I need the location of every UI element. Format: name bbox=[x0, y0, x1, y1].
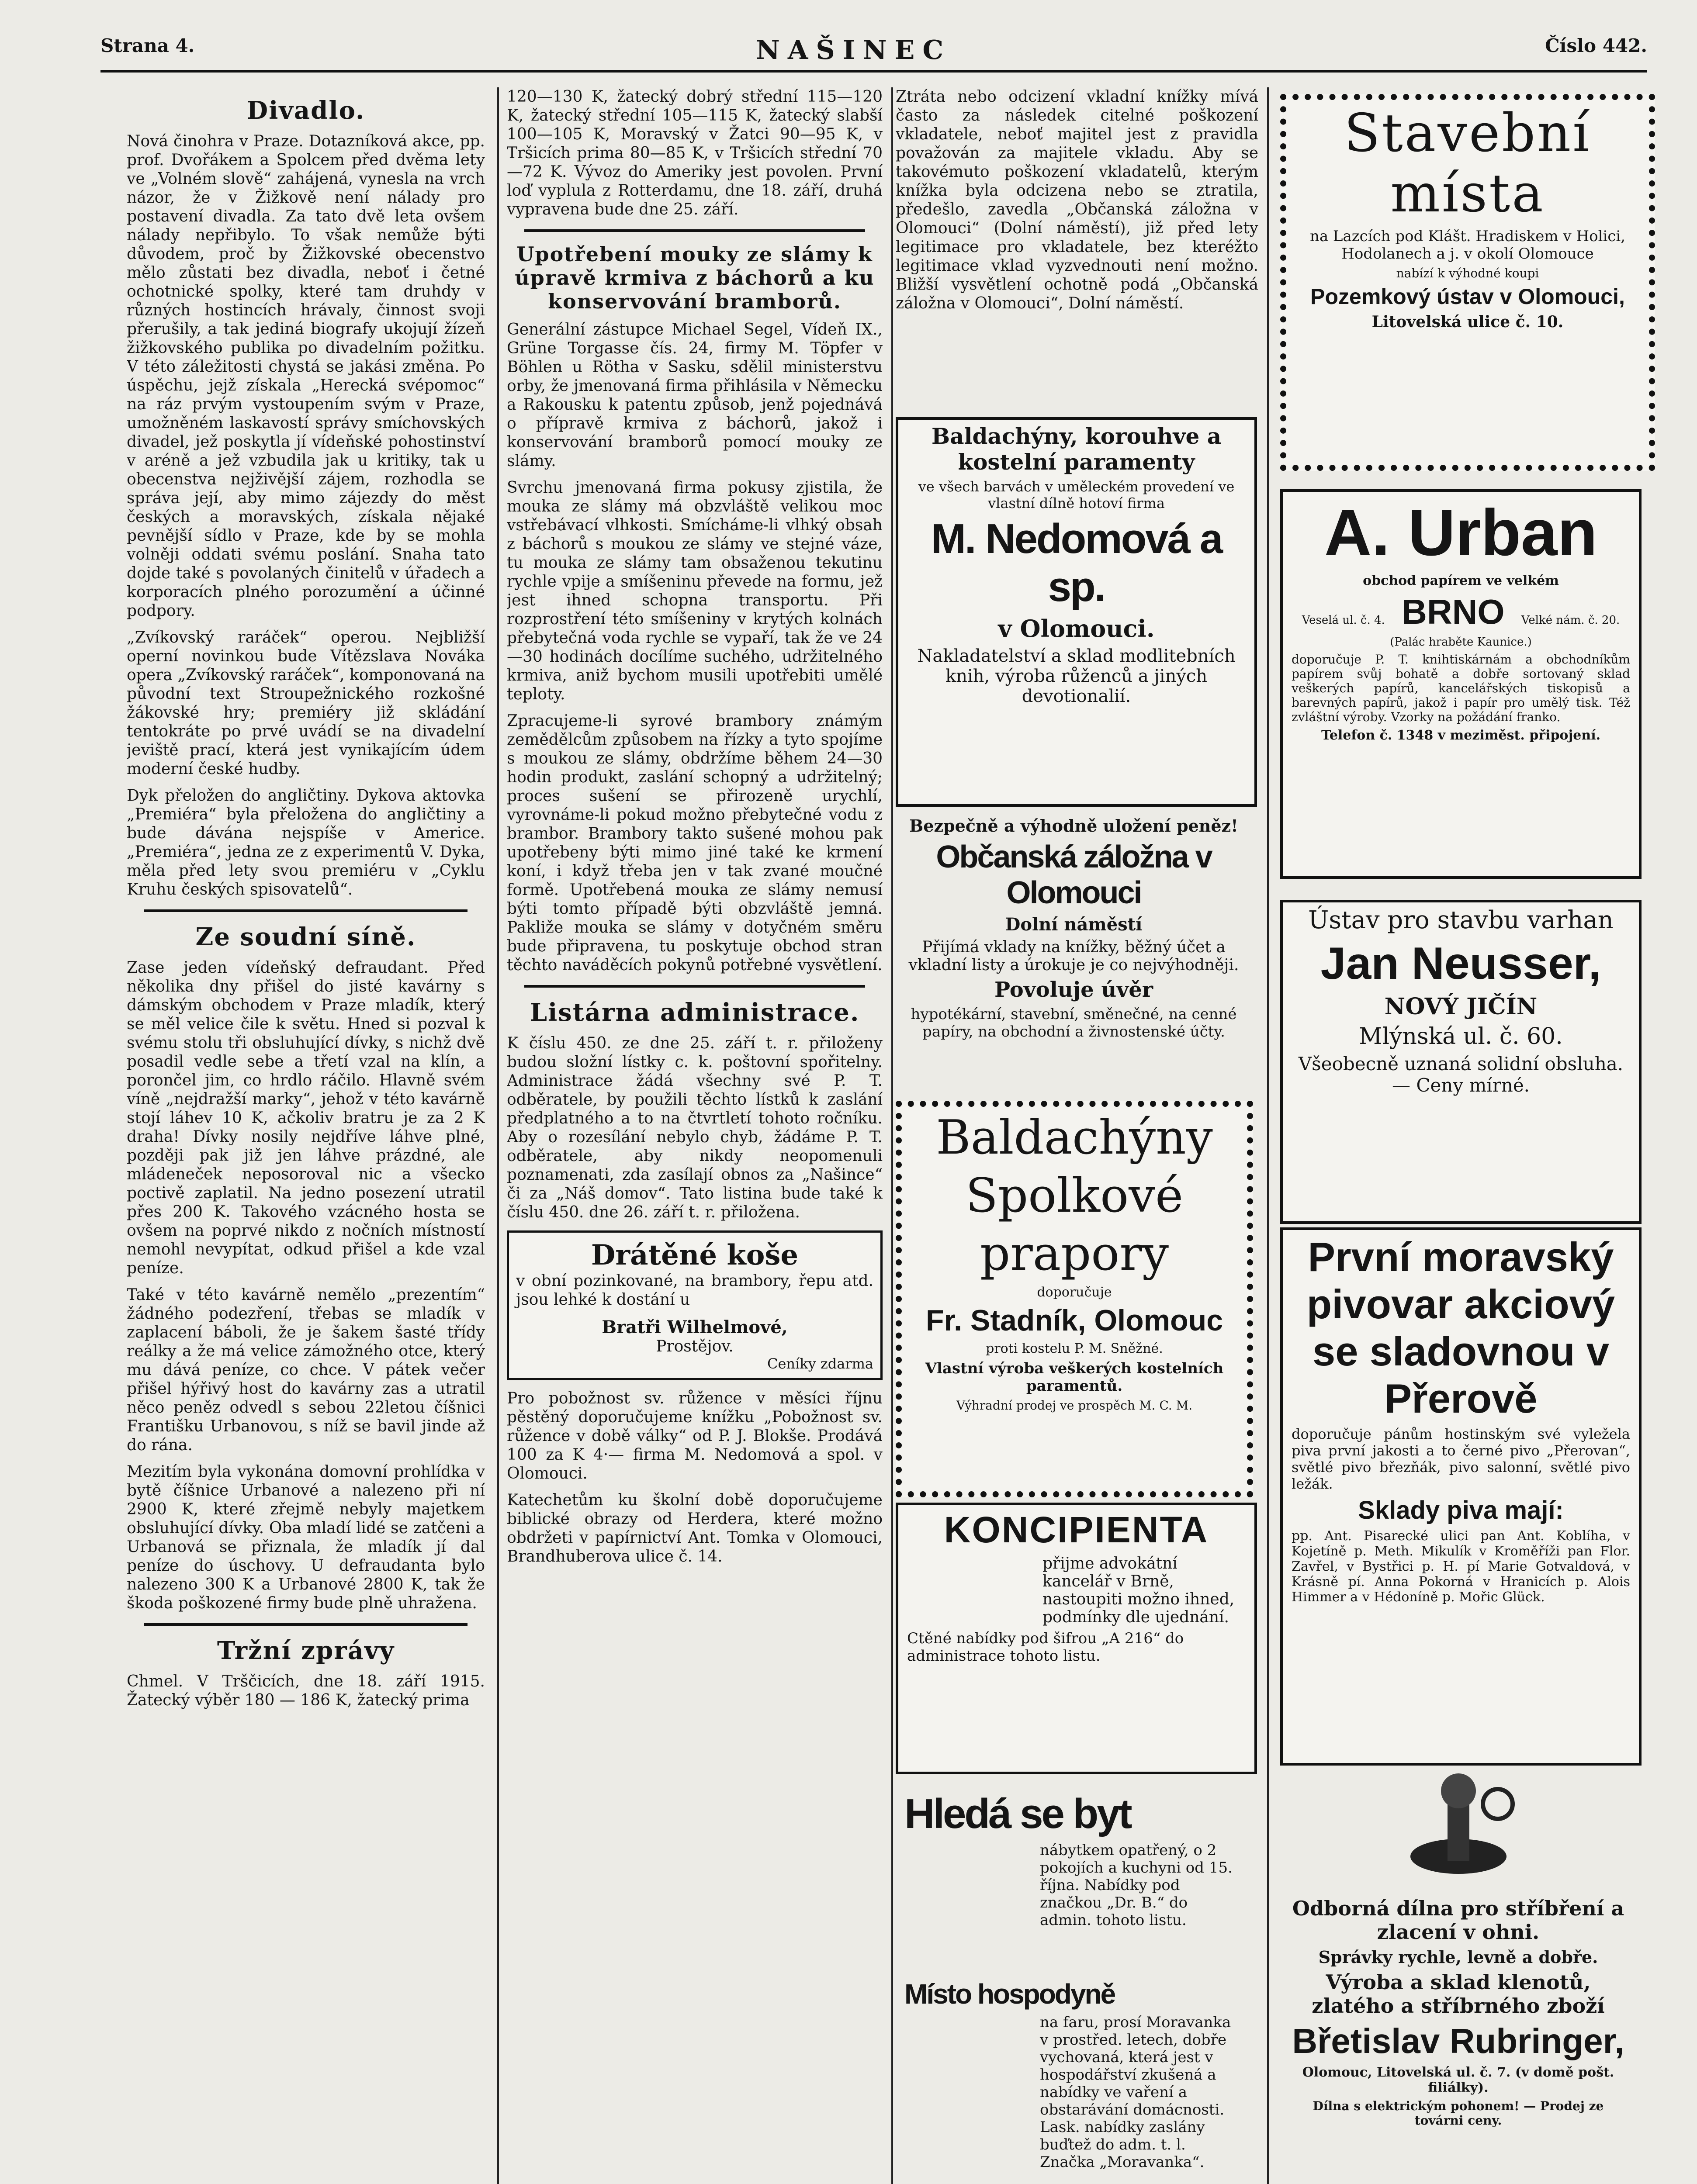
brewery-ad bbox=[1280, 1227, 1642, 1766]
housekeeper-ad bbox=[896, 1974, 1252, 2184]
ad-loan-text: hypotékární, stavební, směnečné, na cenné papíry, na obchodní a živnostenské účty. bbox=[911, 1006, 1237, 1040]
ad-place: v Olomouci. bbox=[998, 615, 1155, 643]
organ-builder-ad bbox=[1280, 900, 1642, 1224]
ad-title: KONCIPIENTA bbox=[944, 1509, 1209, 1550]
stadnik-ad bbox=[896, 1101, 1253, 1497]
article-paragraph: Katechetům ku školní době doporučujeme biblické obrazy od Herdera, které možno obdržeti v papírnictví Ant. Tomka v Olomouci, Brandhuberova ulice č. 14. bbox=[507, 1491, 883, 1565]
ad-firm: Pozemkový ústav v Olomouci, bbox=[1310, 284, 1625, 309]
ad-line: Spolkové bbox=[965, 1168, 1184, 1223]
ad-line: Správky rychle, levně a dobře. bbox=[1318, 1947, 1598, 1967]
ad-text: doporučuje P. T. knihtiskárnám a obchodníkům papírem svůj bohatě a dobře sortovaný sklad veškerých papírů, kancelářských tiskopisů a barevných papírů, jakož i papír pro umělý tisk. Též zvláštní výroby. Vzorky na požádání franko. bbox=[1292, 652, 1630, 724]
ad-text: nábytkem opatřený, o 2 pokojích a kuchyni od 15. října. Nabídky pod značkou „Dr. B.“ do admin. tohoto listu. bbox=[1040, 1842, 1233, 1929]
article-paragraph: Ztráta nebo odcizení vkladní knížky mívá často za následek citelné poškození vkladatele, neboť majitel jest z pravidla považován za majitele vkladu. Aby se takovémuto poškození vkladatelů, kterým knížka byla odcizena nebo se ztratila, předešlo, zavedla „Občanská záložna v Olomouci“ (Dolní náměstí), již před lety legitimace pro vkladatele, bez kteréžto legitimace vklad vyzvednouti není možno. Bližší vysvětlení ochotně podá „Občanská záložna v Olomouci“, Dolní náměstí. bbox=[896, 88, 1258, 312]
ad-offer: nabízí k výhodné koupi bbox=[1396, 266, 1539, 280]
ad-text: Nakladatelství a sklad modlitebních knih, výroba růženců a jiných devotionalií. bbox=[917, 646, 1236, 706]
flat-ad bbox=[896, 1787, 1252, 1961]
ad-addr: Olomouc, Litovelská ul. č. 7. (v domě pošt. filiálky). bbox=[1302, 2065, 1614, 2095]
ad-loc: proti kostelu P. M. Sněžné. bbox=[986, 1341, 1163, 1356]
section-title-flour: Upotřebení mouky ze slámy k úpravě krmiva z báchorů a ku konservování bramborů. bbox=[515, 242, 875, 313]
ad-head: Ústav pro stavbu varhan bbox=[1308, 906, 1614, 934]
ad-sub: doporučuje bbox=[1037, 1285, 1112, 1300]
article-paragraph: Zpracujeme-li syrové brambory známým zemědělcům způsobem na řízky a tyto spojíme s moukou ze slámy, obdržíme během 24—30 hodin produkt, zaslání schopný a udržitelný; proces sušení se přirozeně urychlí, vyrovnáme-li pokud možno přebytečné vodu z brambor. Brambory takto sušené mohou pak upotřebeny býti mimo jiné také ke krmení koní, i když třeba jen v tak zvané moučné formě. Upotřebená mouka ze slámy nemusí býti tomto případě býti obzvláště jemná. Pakliže mouka se slámy v dotyčném směru bude připravena, tu poskytuje obchod stran těchto naváděcích pokynů potřebné vysvětlení. bbox=[507, 712, 883, 974]
ad-place: Prostějov. bbox=[656, 1337, 734, 1355]
ad-text: Všeobecně uznaná solidní obsluha. — Ceny mírné. bbox=[1298, 1053, 1624, 1096]
ad-text: Přijímá vklady na knížky, běžný účet a vkladní listy a úrokuje je co nejvýhodněji. bbox=[908, 938, 1239, 974]
ad-sub: na Lazcích pod Klášt. Hradiskem v Holici, Hodolanech a j. v okolí Olomouce bbox=[1309, 228, 1626, 263]
ad-firm: M. Nedomová a sp. bbox=[931, 515, 1222, 610]
ad-price-note: Ceníky zdarma bbox=[767, 1355, 873, 1372]
column-rule bbox=[891, 87, 893, 2184]
ad-firm: Břetislav Rubringer, bbox=[1292, 2022, 1624, 2060]
ad-text: přijme advokátní kancelář v Brně, nastoupiti možno ihned, podmínky dle ujednání. bbox=[1042, 1555, 1235, 1626]
ad-title: A. Urban bbox=[1324, 496, 1598, 569]
ad-note: Ctěné nabídky pod šifrou „A 216“ do administrace tohoto listu. bbox=[907, 1630, 1184, 1665]
ad-firm: Bratři Wilhelmové, bbox=[602, 1317, 788, 1337]
divider bbox=[524, 229, 865, 232]
section-title-theatre: Divadlo. bbox=[246, 96, 365, 125]
ad-title: Stavební místa bbox=[1344, 103, 1591, 224]
divider bbox=[144, 1623, 468, 1626]
ad-addr-right: Velké nám. č. 20. bbox=[1521, 614, 1620, 627]
ad-loan: Povoluje úvěr bbox=[994, 978, 1153, 1002]
ad-addr: Mlýnská ul. č. 60. bbox=[1359, 1023, 1563, 1050]
ad-firm: Jan Neusser, bbox=[1320, 938, 1601, 989]
article-paragraph: Generální zástupce Michael Segel, Vídeň IX., Grüne Torgasse čís. 24, firmy M. Töpfer v Böhlen u Rötha v Sasku, sdělil ministerstvu orby, že jmenovaná firma přihlásila v Německu a Rakousku k patentu způsob, jenž pojednává o přípravě krmiva z báchorů, jakož i konservování bramborů pomocí mouky ze slámy. bbox=[507, 321, 883, 470]
ad-text: v obní pozinkované, na brambory, řepu atd. jsou lehké k dostání u bbox=[516, 1272, 873, 1309]
article-paragraph: Svrchu jmenovaná firma pokusy zjistila, že mouka ze slámy má obzvláště velikou moc vstřebávací vlhkosti. Smícháme-li vlhký obsah z báchorů s moukou ze slámy ve stejné váze, tu mouka ze slámy tam obsaženou tekutinu rychle vpije a smíšeninu převede na formu, jež jest ihned schopna transportu. Při rozprostření této smíšeniny v krytých kolnách přebytečná voda rychle se vypaří, tak že ve 24—30 hodinách docílíme suchého, udržitelného krmiva, aniž bychom musili upotřebiti umělé teploty. bbox=[507, 479, 883, 703]
ad-title: Drátěné koše bbox=[591, 1239, 799, 1272]
wire-baskets-ad bbox=[507, 1230, 883, 1380]
article-paragraph: Pro pobožnost sv. růžence v měsíci říjnu pěstěný doporučujeme knížku „Pobožnost sv. růžence v době války“ od P. J. Blokše. Prodává 100 za K 4·— firma M. Nedomová a spol. v Olomouci. bbox=[507, 1389, 883, 1482]
ad-firm: Fr. Stadník, Olomouc bbox=[925, 1304, 1223, 1337]
ad-text: doporučuje pánům hostinským své vyležela piva první jakosti a to černé pivo „Přerovan“, světlé pivo březňák, pivo salonní, světlé pivo ležák. bbox=[1292, 1426, 1630, 1492]
ad-note: Výhradní prodej ve prospěch M. C. M. bbox=[956, 1398, 1193, 1413]
ad-city: BRNO bbox=[1402, 592, 1505, 631]
section-title-market: Tržní zprávy bbox=[217, 1636, 395, 1665]
ad-text: Vlastní výroba veškerých kostelních paramentů. bbox=[925, 1360, 1224, 1395]
ad-line: Baldachýny bbox=[936, 1110, 1213, 1165]
koncipient-ad bbox=[896, 1503, 1257, 1774]
article-paragraph: Zase jeden vídeňský defraudant. Před několika dny přišel do jisté kavárny s dámským obchodem v Praze mladík, který se měl velice čile k světu. Hned si pozval k svému stolu tři obsluhující dívky, s nichž dvě posadil vedle sebe a třetí vzal na klín, a porončel jim, co hrdlo ráčilo. Hlavně svém víně „nejdražší marky“, jehož v této kavárně stojí láhev 10 K, ačkoliv bratru je za 2 K draha! Dívky nosily nejdříve láhve plné, později pak již jen láhve prázdné, ale mládeneček neposoroval nic a všecko poctivě zaplatil. Na jedno posezení utratil přes 200 K. Takového vzácného hosta se ovšem na poprvé nikdo z nočních místností nemohl nevypítat, odkud přišel a kde vzal peníze. bbox=[127, 959, 485, 1277]
goldsmith-illustration bbox=[1386, 1769, 1531, 1891]
article-paragraph: „Zvíkovský raráček“ operou. Nejbližší operní novinkou bude Vítězslava Nováka opera „Zvíkovský raráček“, komponovaná na původní text Stroupežnického rozkošné žákovské hry; premiéry již skládání tentokráte po prvé uvádí se na divadelní jeviště prací, která jest vynikajícím údem moderní české hudby. bbox=[127, 629, 485, 778]
ad-addr-left: Veselá ul. č. 4. bbox=[1302, 614, 1385, 627]
ad-title: Baldachýny, korouhve a kostelní paramenty bbox=[931, 423, 1222, 475]
ad-head: Bezpečně a výhodně uložení peněz! bbox=[909, 816, 1238, 836]
building-plots-ad bbox=[1280, 94, 1655, 471]
ad-stores: Sklady piva mají: bbox=[1358, 1496, 1564, 1524]
column-rule bbox=[1267, 87, 1269, 2184]
article-paragraph: Mezitím byla vykonána domovní prohlídka v bytě číšnice Urbanové a nalezeno při ní 2900 K, které zřejmě nebyly majetkem obsluhující dívky. Oba mladí lidé se zatčeni a Urbanová se přiznala, že mladík jí dal peníze do úschovy. U defraudanta bylo nalezeno 300 K a Urbanové 2800 K, tak že škoda poškozené firmy bude plně uhražena. bbox=[127, 1463, 485, 1612]
article-paragraph: Chmel. V Trščicích, dne 18. září 1915. Žatecký výběr 180 — 186 K, žatecký prima bbox=[127, 1673, 485, 1709]
article-paragraph: K číslu 450. ze dne 25. září t. r. přiloženy budou složní lístky c. k. poštovní spořitelny. Administrace žádá všechny své P. T. odběratele, by použili těchto lístků k zaslání předplatného a to na čtvrtletí tohoto ročníku. Aby o rozesílání nebylo chyb, žádáme P. T. odběratele, aby nikdy neopomenuli poznamenati, zda zasílají obnos za „Našince“ či za „Náš domov“. Tato listina bude také k číslu 450. dne 26. září t. r. přiložena. bbox=[507, 1034, 883, 1221]
masthead-title: NAŠINEC bbox=[756, 35, 952, 66]
savings-bank-ad bbox=[896, 812, 1252, 1083]
ad-phone: Telefon č. 1348 v meziměst. připojení. bbox=[1321, 728, 1601, 743]
column-rule bbox=[497, 87, 499, 2184]
column-1 bbox=[127, 87, 485, 2184]
column-2 bbox=[507, 87, 883, 2184]
article-paragraph: Nová činohra v Praze. Dotazníková akce, pp. prof. Dvořákem a Spolcem před dvěma lety ve „Volném slově“ zahájená, vynesla na vrch názor, že v Žižkově není nálady pro postavení divadla. Za tato dvě leta ovšem nálady nepřibylo. To však nemůže býti důvodem, proč by Žižkovské obecenstvo mělo zůstati bez divadla, neboť i četné ochotnické spolky, které tam druhdy v různých hostincích hrávaly, činnost svoji přerušily, a tak jediná biografy ukojují žízeň žižkovského publika po divadelním požitku. V této záležitosti chystá se jakási změna. Po úspěchu, jejž získala „Herecká svépomoc“ na ráz prvým vystoupením svým v Praze, umožněném laskavostí správy smíchovských divadel, jež poskytla jí vídeňské pohostinství v aréně a jež vzbudila jak u kritiky, tak u obecenstva nejživější zájem, rozhodla se správa její, aby mimo zájezdy do měst českých a moravských, získala nějaké pevnější sídlo v Praze, kde by se mohla volněji oddati svému poslání. Snaha tato dojde také s povolaných činitelů v úřadech a korporacích plného porozumění a účinné podpory. bbox=[127, 132, 485, 620]
ad-line: Odborná dílna pro stříbření a zlacení v ohni. bbox=[1292, 1897, 1624, 1944]
page-header bbox=[100, 17, 1647, 73]
ad-note: Dílna s elektrickým pohonem! — Prodej ze továrni ceny. bbox=[1313, 2099, 1604, 2128]
ad-sub: Dolní náměstí bbox=[1005, 914, 1143, 935]
ad-palace: (Palác hraběte Kaunice.) bbox=[1390, 636, 1532, 649]
ad-place: NOVÝ JIČÍN bbox=[1384, 993, 1538, 1020]
page-number: Strana 4. bbox=[100, 35, 195, 56]
ring-icon bbox=[1483, 1789, 1513, 1819]
ad-addr: Litovelská ulice č. 10. bbox=[1371, 313, 1564, 331]
ad-title: První moravský pivovar akciový se sladovnou v Přerově bbox=[1306, 1234, 1615, 1421]
nedomova-ad bbox=[896, 417, 1257, 807]
section-title-admin: Listárna administrace. bbox=[530, 998, 860, 1027]
ad-title: Občanská záložna v Olomouci bbox=[936, 840, 1212, 910]
article-paragraph: Také v této kavárně nemělo „prezentím“ žádného podezření, třebas se mladík v zaplacení báboli, že je šakem šasté třídy reálky a že má velice zámožného otce, který mu dává peníze, co chce. V pátek večer přišel hýřivý host do kavárny zas a utratil něco peněz odvedl s sebou 22letou číšnici Františku Urbanovou, s níž se bavil jinde až do rána. bbox=[127, 1286, 485, 1454]
article-paragraph: Dyk přeložen do angličtiny. Dykova aktovka „Premiéra“ byla přeložena do angličtiny a bude dávána nejspíše v Americe. „Premiéra“, jedna ze z experimentů V. Dyka, měla před lety svou premiéru v „Cyklu Kruhu českých spisovatelů“. bbox=[127, 787, 485, 898]
ad-line: Výroba a sklad klenotů, zlatého a stříbrného zboží bbox=[1312, 1970, 1605, 2018]
jeweler-ad bbox=[1280, 1769, 1636, 2184]
ad-list: pp. Ant. Pisarecké ulici pan Ant. Koblíha, v Kojetíně p. Meth. Mikulík v Kroměříži pan Flor. Zavřel, v Bystřici p. H. pí Marie Gotvaldová, v Krásně pí. Anna Pokorná v Hranicích p. Alois Himmer a v Hédoníně p. Mořic Glück. bbox=[1292, 1528, 1630, 1605]
divider bbox=[144, 909, 468, 912]
article-paragraph: 120—130 K, žatecký dobrý střední 115—120 K, žatecký střední 105—115 K, žatecký slabší 100—105 K, Moravský v Žatci 90—95 K, v Tršicích prima 80—85 K, v Tršicích střední 70—72 K. Vývoz do Ameriky jest povolen. První loď vyplula z Rotterdamu, dne 18. září, druhá vypravena bude dne 25. září. bbox=[507, 88, 883, 218]
ad-title: Hledá se byt bbox=[904, 1790, 1131, 1837]
ad-sub: obchod papírem ve velkém bbox=[1363, 573, 1559, 588]
section-title-court: Ze soudní síně. bbox=[195, 923, 416, 951]
ad-text: na faru, prosí Moravanka v prostřed. letech, dobře vychovaná, která jest v hospodářství zkušená a nabídky ve vaření a obstarávání domácnosti. Lask. nabídky zaslány buďtež do adm. t. l. Značka „Moravanka“. bbox=[1040, 2014, 1231, 2171]
divider bbox=[524, 985, 865, 988]
issue-number: Číslo 442. bbox=[1545, 35, 1647, 56]
ad-line: prapory bbox=[980, 1227, 1169, 1281]
ad-title: Místo hospodyně bbox=[904, 1978, 1115, 2010]
ad-sub: ve všech barvách v uměleckém provedení ve vlastní dílně hotoví firma bbox=[918, 478, 1235, 511]
urban-paper-ad bbox=[1280, 489, 1642, 879]
